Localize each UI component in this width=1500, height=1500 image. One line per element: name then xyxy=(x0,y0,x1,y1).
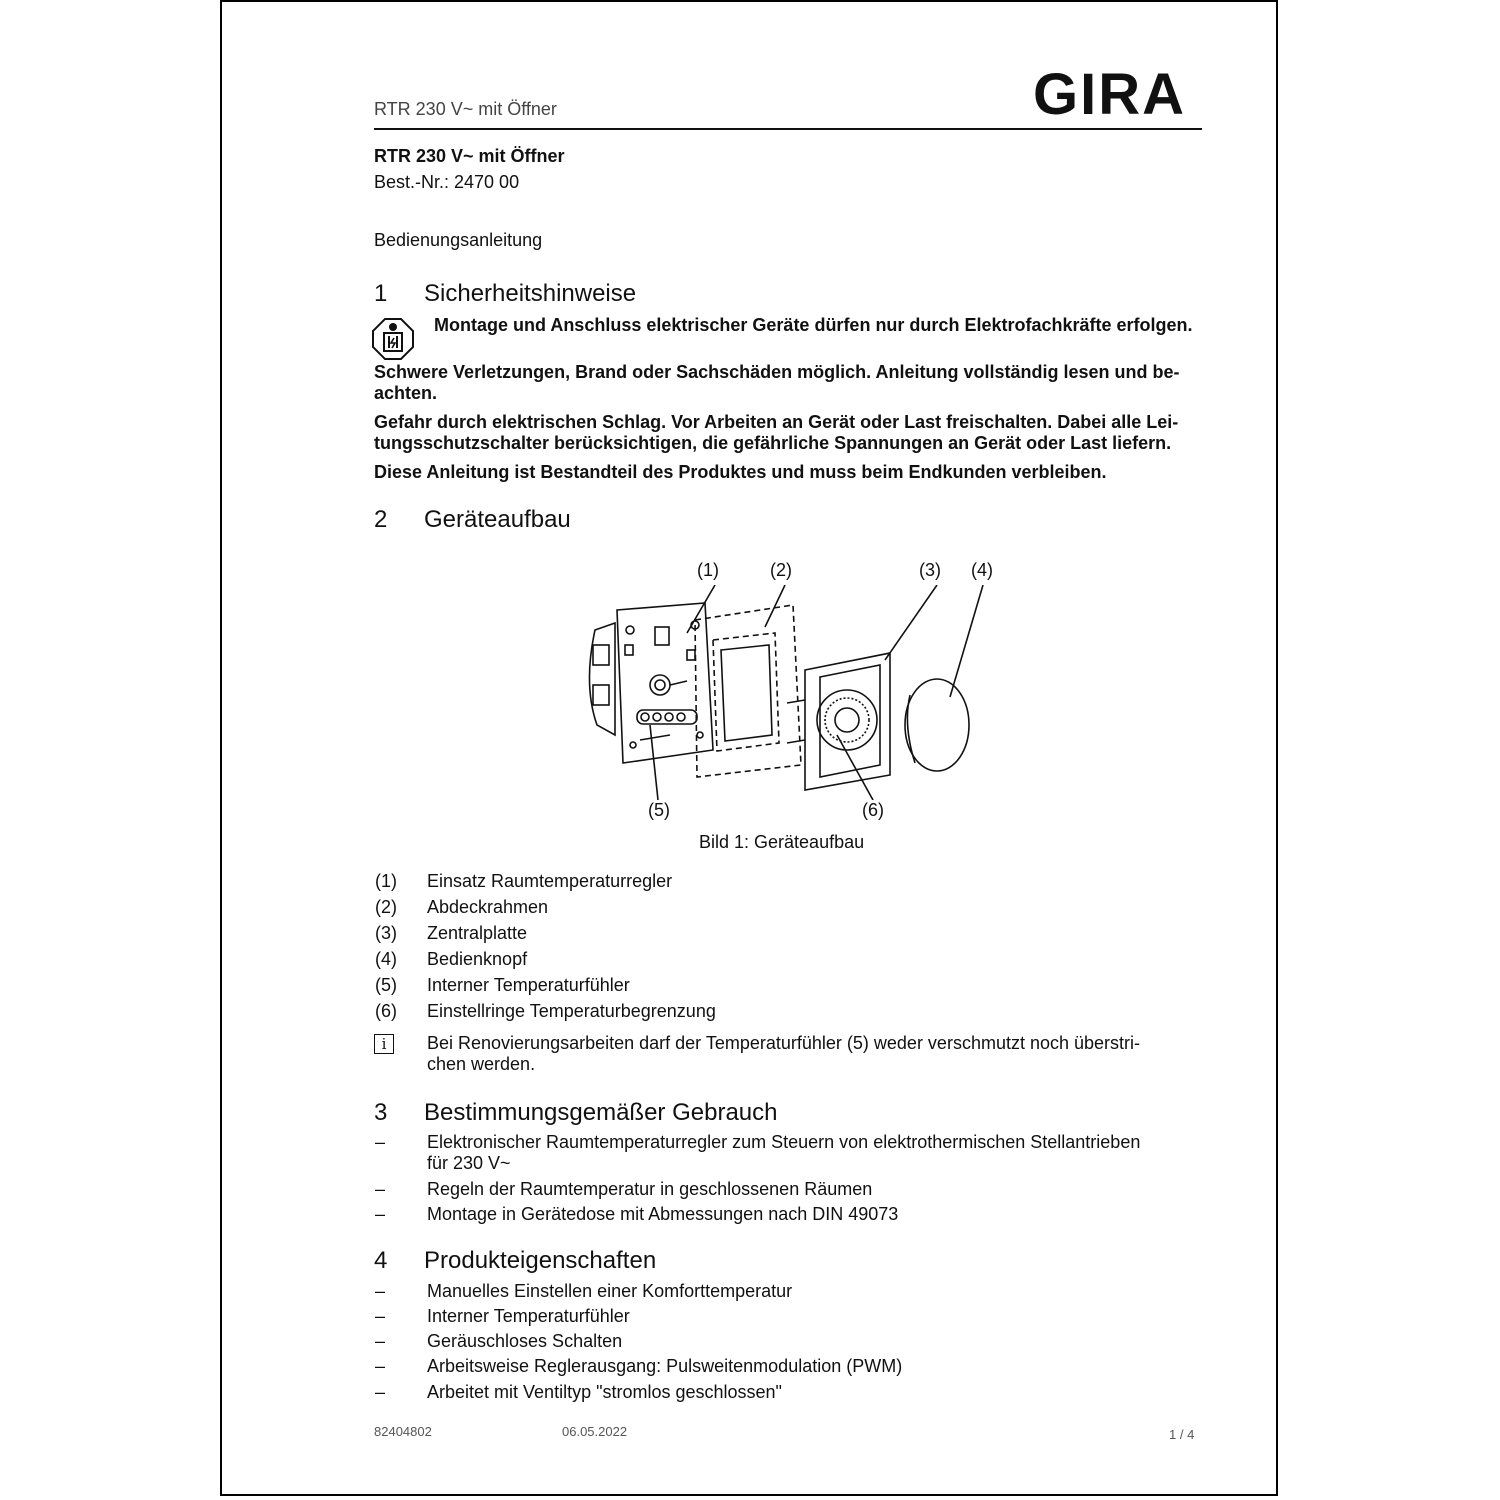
list-item-mark: – xyxy=(375,1179,386,1199)
figure-label-6: (6) xyxy=(862,800,884,820)
list-item-text: Regeln der Raumtemperatur in geschlossenen Räumen xyxy=(427,1179,873,1199)
footer-doc-number: 82404802 xyxy=(374,1424,432,1439)
safety-warning: Montage und Anschluss elektrischer Geräte dürfen nur durch Elektrofachkräfte erfolgen. xyxy=(434,315,1193,335)
list-item xyxy=(375,949,1203,971)
list-item-mark: (6) xyxy=(375,1001,397,1021)
figure-label-2: (2) xyxy=(770,560,792,580)
list-item xyxy=(375,1331,1203,1353)
list-item xyxy=(375,871,1203,893)
section-3-heading xyxy=(374,1099,1202,1129)
list-item-text: Arbeitsweise Reglerausgang: Pulsweitenmodulation (PWM) xyxy=(427,1356,903,1376)
section-1-title: Sicherheitshinweise xyxy=(424,280,637,307)
list-item-text: Zentralplatte xyxy=(427,923,528,943)
renovation-note xyxy=(427,1033,1203,1075)
list-item-text: Interner Temperaturfühler xyxy=(427,1306,630,1326)
header-rule xyxy=(374,128,1202,130)
list-item-mark: (5) xyxy=(375,975,397,995)
list-item-text: Bedienknopf xyxy=(427,949,528,969)
list-item-text: Einsatz Raumtemperaturregler xyxy=(427,871,673,891)
figure-caption: Bild 1: Geräteaufbau xyxy=(699,832,865,852)
list-item-mark: – xyxy=(375,1132,386,1152)
list-item xyxy=(375,1179,1203,1201)
safety-paragraph-2 xyxy=(374,412,1202,454)
section-4-number: 4 xyxy=(374,1247,388,1274)
gira-logo: GIRA xyxy=(1033,62,1186,127)
list-item-text: Arbeitet mit Ventiltyp "stromlos geschlossen" xyxy=(427,1382,782,1402)
list-item xyxy=(375,1281,1203,1303)
safety-paragraph-2-line-2: tungsschutzschalter berücksichtigen, die gefährliche Spannungen an Gerät oder Last liefern. xyxy=(374,433,1172,453)
figure-label-4: (4) xyxy=(971,560,993,580)
list-item-mark: – xyxy=(375,1281,386,1301)
footer-page-number: 1 / 4 xyxy=(1169,1427,1195,1442)
list-item-text xyxy=(427,1132,1203,1174)
section-2-title: Geräteaufbau xyxy=(424,506,571,533)
list-item-mark: (1) xyxy=(375,871,397,891)
list-item-text: Interner Temperaturfühler xyxy=(427,975,630,995)
list-item xyxy=(375,1306,1203,1328)
list-item-mark: – xyxy=(375,1204,386,1224)
figure-label-5: (5) xyxy=(648,800,670,820)
section-1-heading xyxy=(374,280,1202,310)
product-name: RTR 230 V~ mit Öffner xyxy=(374,146,565,166)
section-4-heading xyxy=(374,1247,1202,1277)
list-item-mark: – xyxy=(375,1382,386,1402)
list-item-text: Manuelles Einstellen einer Komforttemperatur xyxy=(427,1281,793,1301)
header-doc-title: RTR 230 V~ mit Öffner xyxy=(374,99,557,119)
section-2-heading xyxy=(374,506,1202,536)
list-item-mark: – xyxy=(375,1356,386,1376)
info-icon: i xyxy=(374,1034,394,1054)
list-item-line-2: für 230 V~ xyxy=(427,1153,511,1173)
list-item-mark: – xyxy=(375,1331,386,1351)
safety-paragraph-1-line-2: achten. xyxy=(374,383,438,403)
section-4-title: Produkteigenschaften xyxy=(424,1247,657,1274)
order-number: Best.-Nr.: 2470 00 xyxy=(374,172,520,192)
list-item xyxy=(375,1356,1203,1378)
figure-label-1: (1) xyxy=(697,560,719,580)
safety-paragraph-2-line-1: Gefahr durch elektrischen Schlag. Vor Arbeiten an Gerät oder Last freischalten. Dabei alle Lei- xyxy=(374,412,1179,432)
list-item-text: Abdeckrahmen xyxy=(427,897,549,917)
list-item-line-1: Elektronischer Raumtemperaturregler zum Steuern von elektrothermischen Stellantrieben xyxy=(427,1132,1141,1152)
figure-label-3: (3) xyxy=(919,560,941,580)
footer-date: 06.05.2022 xyxy=(562,1424,628,1439)
doc-type: Bedienungsanleitung xyxy=(374,230,543,250)
section-3-number: 3 xyxy=(374,1099,388,1126)
list-item-mark: (3) xyxy=(375,923,397,943)
safety-paragraph-1 xyxy=(374,362,1202,404)
list-item-text: Geräuschloses Schalten xyxy=(427,1331,623,1351)
list-item-text: Einstellringe Temperaturbegrenzung xyxy=(427,1001,716,1021)
list-item xyxy=(375,1132,1203,1176)
safety-paragraph-3: Diese Anleitung ist Bestandteil des Produktes und muss beim Endkunden verbleiben. xyxy=(374,462,1107,482)
list-item-mark: – xyxy=(375,1306,386,1326)
list-item-text: Montage in Gerätedose mit Abmessungen nach DIN 49073 xyxy=(427,1204,899,1224)
list-item xyxy=(375,975,1203,997)
renovation-note-line-1: Bei Renovierungsarbeiten darf der Temperaturfühler (5) weder verschmutzt noch überstri- xyxy=(427,1033,1141,1053)
list-item-mark: (4) xyxy=(375,949,397,969)
list-item xyxy=(375,1001,1203,1023)
safety-paragraph-1-line-1: Schwere Verletzungen, Brand oder Sachschäden möglich. Anleitung vollständig lesen und be- xyxy=(374,362,1180,382)
section-1-number: 1 xyxy=(374,280,388,307)
electrician-icon xyxy=(372,318,414,360)
device-exploded-view-illustration xyxy=(575,585,995,800)
list-item xyxy=(375,1204,1203,1226)
list-item xyxy=(375,923,1203,945)
list-item-mark: (2) xyxy=(375,897,397,917)
renovation-note-line-2: chen werden. xyxy=(427,1054,536,1074)
list-item xyxy=(375,897,1203,919)
section-2-number: 2 xyxy=(374,506,388,533)
section-3-title: Bestimmungsgemäßer Gebrauch xyxy=(424,1099,778,1126)
list-item xyxy=(375,1382,1203,1404)
